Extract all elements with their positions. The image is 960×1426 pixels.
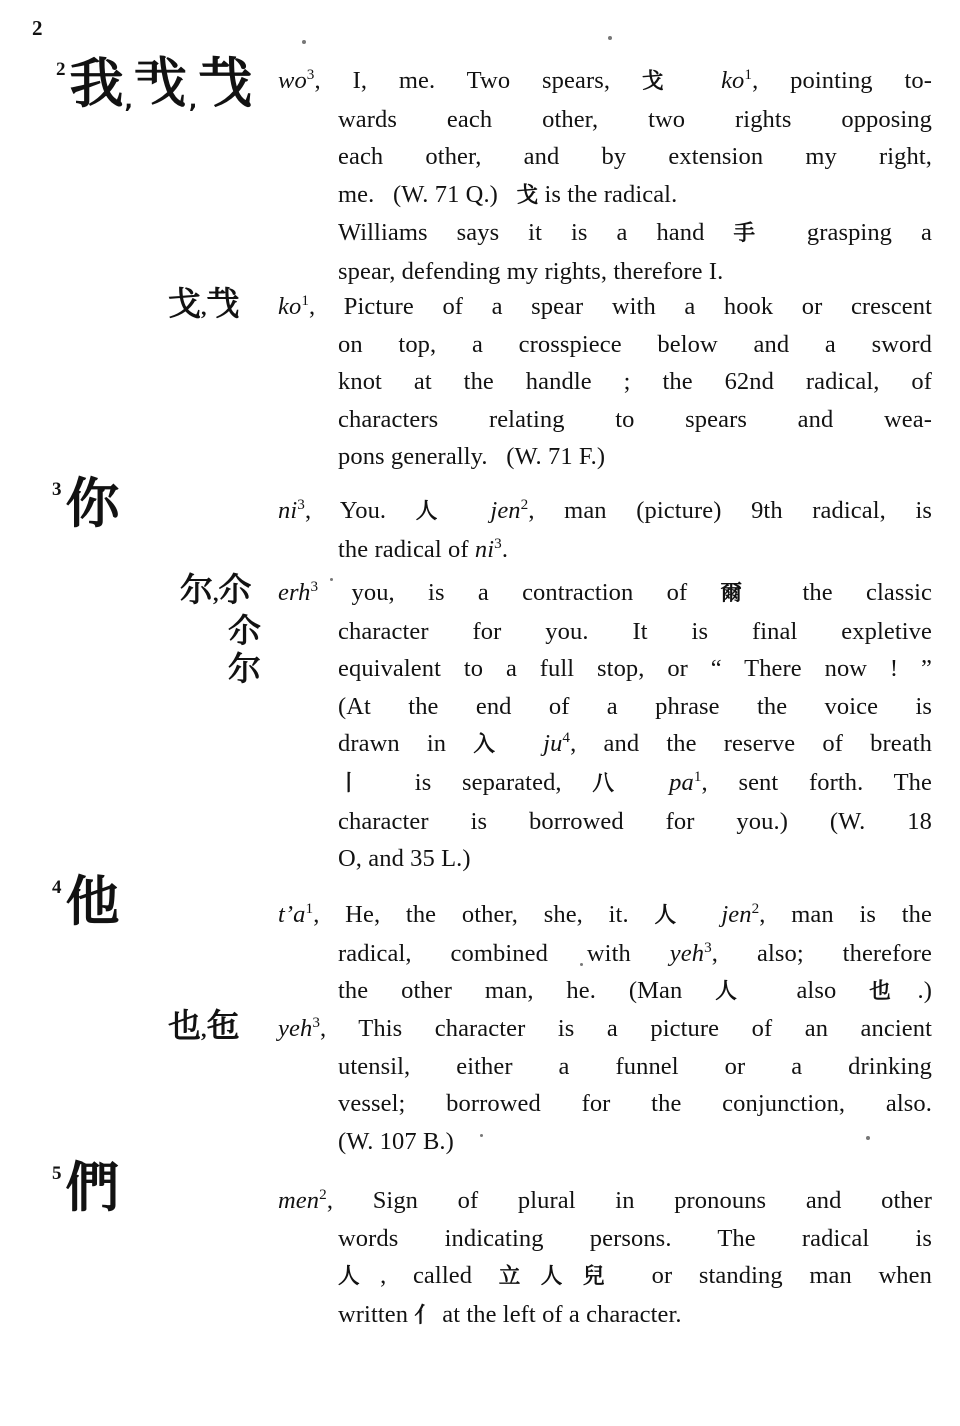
cjk-er-3: 尒 — [228, 611, 261, 650]
headword-character: 們 — [65, 1156, 121, 1219]
cjk-ge-variant: 𢦏 — [206, 284, 240, 323]
cjk-ye: 也 — [869, 979, 918, 1005]
sense-text-yeh — [278, 1010, 932, 1160]
entry-number: 2 — [56, 59, 66, 80]
text-line: me. (W. 71 Q.) 戈 is the radical. — [338, 180, 678, 208]
text-line: radical, combined with yeh$^3$, also; therefore — [338, 938, 932, 967]
cjk-gun: 丨 — [338, 770, 385, 796]
sense-text-ta — [278, 896, 932, 1011]
text-line: $ko^1$, Picture of a spear with a hook or crescent — [278, 291, 932, 320]
headword-cluster-4 — [52, 870, 121, 933]
variant-glyphs-erh — [180, 572, 252, 608]
cjk-ren: 人 — [338, 1264, 381, 1290]
cjk-liren-er: 立人兒 — [498, 1264, 625, 1290]
text-line: wards each other, two rights opposing — [338, 105, 932, 133]
text-line: 人, called 立人兒 or standing man when — [338, 1262, 932, 1290]
text-line: $ni^3$, You. 人 jen$^2$, man (picture) 9th radical, is — [278, 495, 932, 524]
text-line: drawn in 入 $ju^4$, and the reserve of breath — [338, 729, 932, 758]
text-line: utensil, either a funnel or a drinking — [338, 1052, 932, 1080]
headword-character: 他 — [65, 870, 121, 933]
headword-character: 我 — [69, 52, 125, 115]
text-line: knot at the handle ; the 62nd radical, of — [338, 368, 932, 396]
text-line: men$^2$, Sign of plural in pronouns and other — [278, 1185, 932, 1214]
glyph-comma: , — [201, 1017, 207, 1042]
scan-speck — [608, 36, 612, 40]
sense-text-erh — [278, 574, 932, 878]
variant-comma: , — [188, 89, 199, 114]
text-line: yeh$^3$, This character is a picture of an ancient — [278, 1013, 932, 1042]
cjk-ba: 八 — [592, 770, 639, 796]
text-line: vessel; borrowed for the conjunction, also. — [338, 1090, 932, 1118]
text-line: $wo^3$, I, me. Two spears, 戈 $ko^1$, pointing to- — [278, 65, 933, 94]
text-line: the radical of $ni^3$. — [338, 534, 509, 563]
text-line: spear, defending my rights, therefore I. — [338, 257, 724, 285]
cjk-ko: 戈 — [641, 69, 690, 94]
cjk-shou: 手 — [733, 221, 778, 247]
cjk-er-1: 尔 — [180, 570, 213, 609]
headword-cluster-3 — [52, 472, 121, 535]
cjk-ge: 戈 — [168, 284, 201, 323]
text-line: character is borrowed for you.) (W. 18 — [338, 807, 932, 835]
cjk-ren: 人 — [415, 499, 461, 524]
variant-glyphs-yeh — [168, 1008, 240, 1044]
sense-text-ni — [278, 492, 932, 568]
text-line: characters relating to spears and wea- — [338, 405, 932, 433]
entry-number: 5 — [52, 1163, 62, 1184]
text-line: words indicating persons. The radical is — [338, 1224, 932, 1252]
glyph-comma: , — [201, 295, 207, 320]
glyph-comma: , — [213, 581, 219, 606]
cjk-ye: 也 — [168, 1006, 201, 1045]
headword-cluster-5 — [52, 1156, 121, 1219]
text-line: erh$^3$ you, is a contraction of 爾 the classic — [278, 577, 932, 606]
headword-cluster-2 — [56, 52, 254, 115]
sense-text-wo — [278, 62, 932, 291]
sense-text-ko — [278, 288, 932, 476]
cjk-ren-radical: 亻 — [414, 1302, 436, 1328]
text-line: written 亻 at the left of a character. — [338, 1300, 682, 1328]
text-line: each other, and by extension my right, — [338, 143, 932, 171]
text-line: pons generally. (W. 71 F.) — [338, 443, 606, 471]
text-line: on top, a crosspiece below and a sword — [338, 330, 932, 358]
variant-glyph-stack-erh — [228, 612, 261, 689]
headword-variant-1: 𢦐 — [133, 52, 189, 115]
entry-number: 3 — [52, 479, 62, 500]
scan-speck — [302, 40, 306, 44]
cjk-ye-variant: 㐌 — [206, 1006, 240, 1045]
text-line: the other man, he. (Man 人 also 也.) — [338, 977, 932, 1005]
cjk-er-2: 尒 — [218, 570, 252, 609]
variant-comma: , — [124, 89, 134, 114]
cjk-er-classic: 爾 — [720, 581, 770, 606]
cjk-ko: 戈 — [516, 182, 539, 208]
headword-variant-2: 𢦏 — [198, 52, 254, 115]
sense-text-men — [278, 1182, 932, 1334]
cjk-ru: 入 — [473, 732, 516, 758]
page-number: 2 — [32, 16, 43, 40]
headword-character: 你 — [65, 472, 121, 535]
text-line: (At the end of a phrase the voice is — [338, 692, 932, 720]
text-line: $t’a^1$, He, the other, she, it. 人 jen$^2$, man is the — [278, 899, 932, 928]
variant-glyphs-ko — [168, 286, 240, 322]
text-line: Williams says it is a hand 手 grasping a — [338, 219, 932, 247]
cjk-ren: 人 — [654, 903, 696, 928]
text-line: O, and 35 L.) — [338, 845, 471, 873]
text-line: (W. 107 B.) — [338, 1127, 454, 1155]
text-line: character for you. It is final expletive — [338, 617, 932, 645]
text-line: equivalent to a full stop, or “ There now ! ” — [338, 655, 932, 683]
text-line: 丨 is separated, 八 $pa^1$, sent forth. The — [338, 767, 932, 796]
entry-number: 4 — [52, 877, 62, 898]
cjk-ren: 人 — [715, 979, 764, 1005]
cjk-er-4: 尔 — [228, 649, 261, 689]
